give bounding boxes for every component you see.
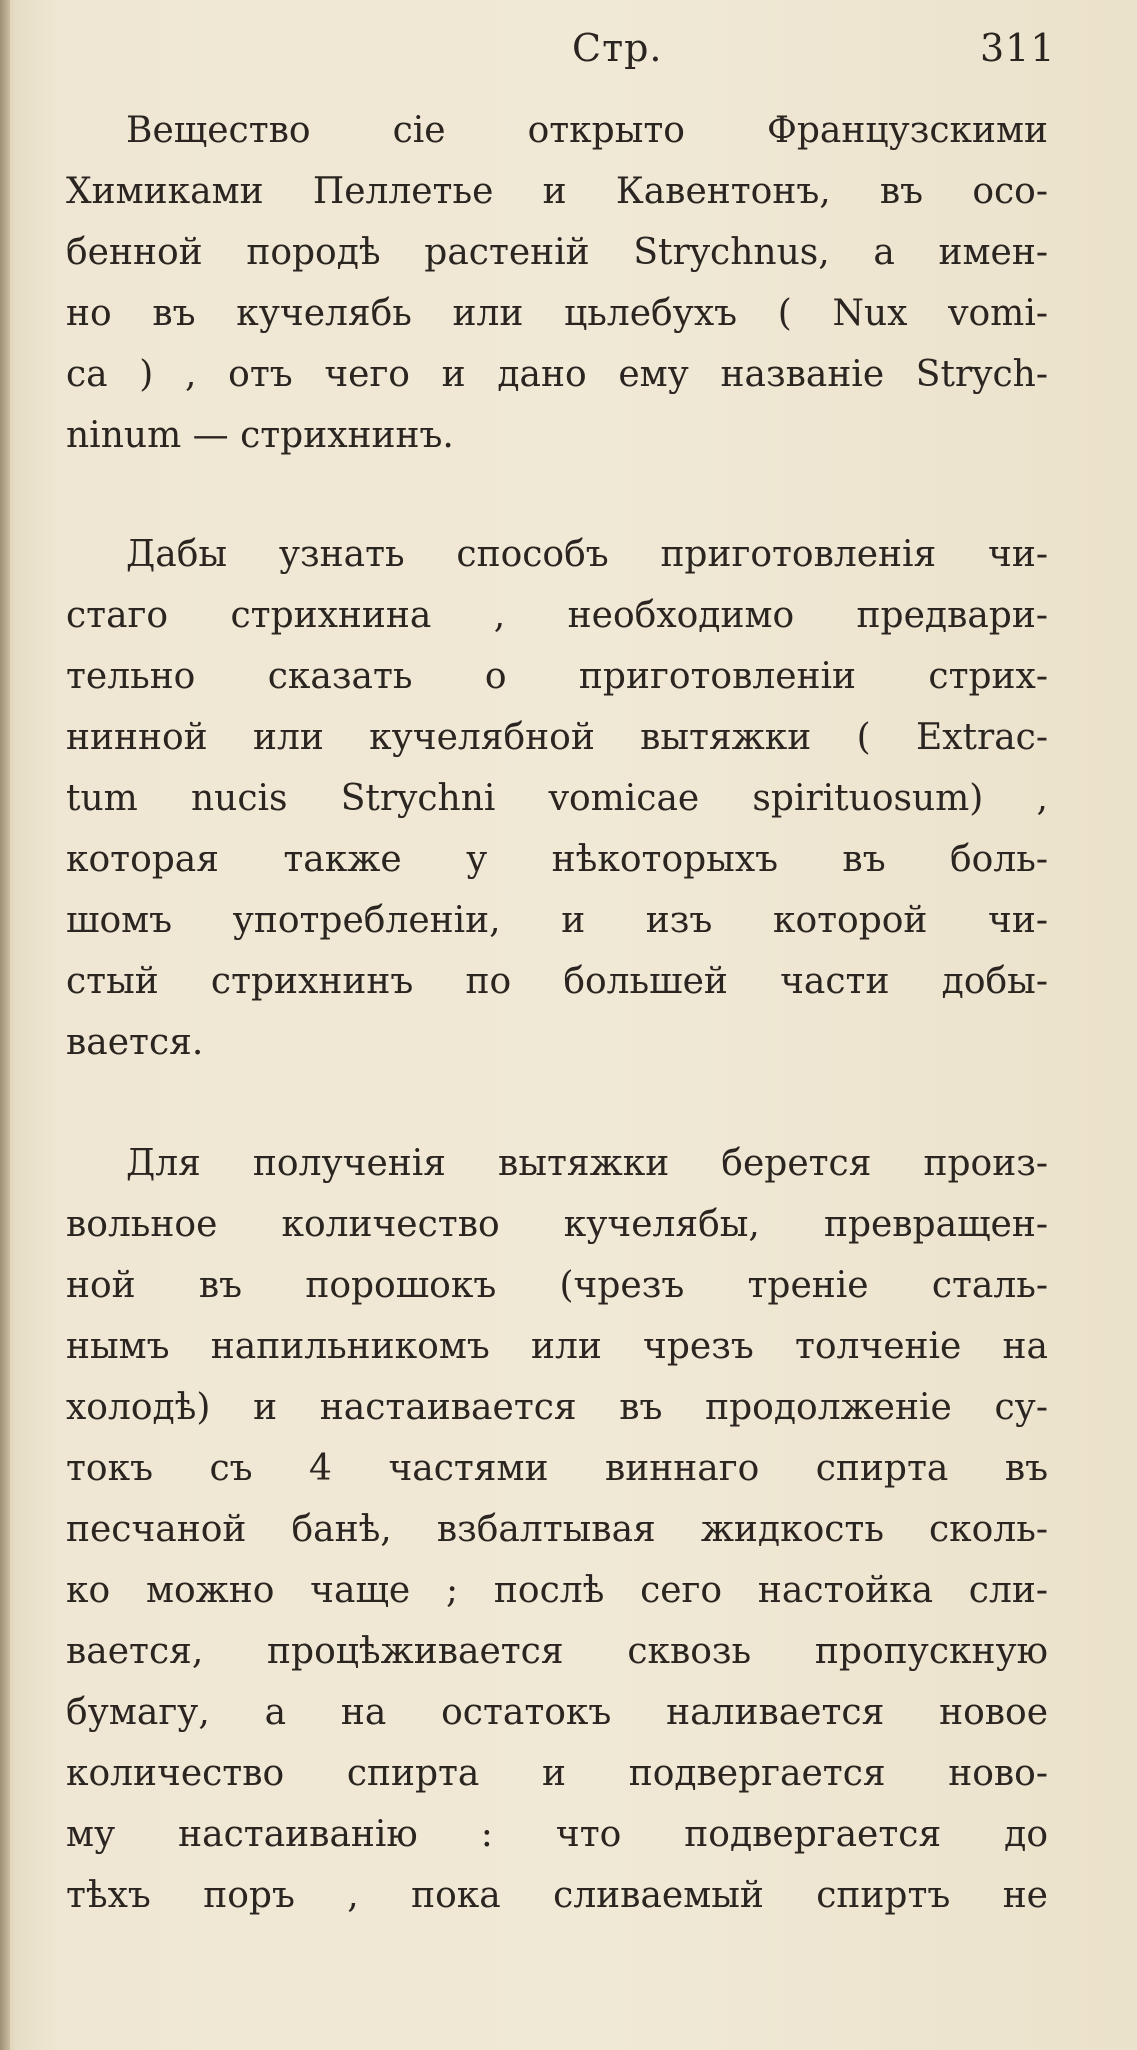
text-line: бенной породѣ растеній Strychnus, а имен- (66, 232, 1048, 273)
text-line: количество спирта и подвергается ново- (66, 1753, 1048, 1794)
text-line: ко можно чаще ; послѣ сего настойка сли- (66, 1570, 1048, 1611)
text-line: вается, процѣживается сквозь пропускную (66, 1631, 1048, 1672)
page-header (0, 18, 1137, 88)
text-line: холодѣ) и настаивается въ продолженіе су- (66, 1387, 1048, 1428)
text-line: стый стрихнинъ по большей части добы- (66, 961, 1048, 1002)
text-line: но въ кучелябь или цьлебухъ ( Nux vomi- (66, 293, 1048, 334)
text-line: токъ съ 4 частями виннаго спирта въ (66, 1448, 1048, 1489)
text-line: ninum — стрихнинъ. (66, 415, 454, 456)
page-body (66, 100, 1048, 1926)
page-label: Стр. (572, 26, 663, 70)
text-line: Дабы узнать способъ приготовленія чи- (126, 534, 1048, 575)
text-line: нымъ напильникомъ или чрезъ толченіе на (66, 1326, 1048, 1367)
text-line: му настаиванію : что подвергается до (66, 1814, 1048, 1855)
text-line: ca ) , отъ чего и дано ему названіе Strych- (66, 354, 1048, 395)
text-line: вольное количество кучелябы, превращен- (66, 1204, 1048, 1245)
text-line: ной въ порошокъ (чрезъ треніе сталь- (66, 1265, 1048, 1306)
text-line: которая также у нѣкоторыхъ въ боль- (66, 839, 1048, 880)
text-line: Вещество сіе открыто Французскими (126, 110, 1048, 151)
text-line: нинной или кучелябной вытяжки ( Extrac- (66, 717, 1048, 758)
text-line: tum nucis Strychni vomicae spirituosum) , (66, 778, 1048, 819)
text-line: Для полученія вытяжки берется произ- (126, 1143, 1048, 1184)
paragraph-gap (66, 466, 1048, 524)
text-line: шомъ употребленіи, и изъ которой чи- (66, 900, 1048, 941)
text-line: бумагу, а на остатокъ наливается новое (66, 1692, 1048, 1733)
page-binding-shadow (0, 0, 10, 2050)
page-number: 311 (980, 26, 1056, 70)
text-line: тѣхъ поръ , пока сливаемый спиртъ не (66, 1875, 1048, 1916)
paragraph-gap (66, 1073, 1048, 1133)
text-line: песчаной банѣ, взбалтывая жидкость сколь- (66, 1509, 1048, 1550)
text-line: Химиками Пеллетье и Кавентонъ, въ осо- (66, 171, 1048, 212)
text-line: тельно сказать о приготовленіи стрих- (66, 656, 1048, 697)
text-line: стаго стрихнина , необходимо предвари- (66, 595, 1048, 636)
text-line: вается. (66, 1022, 204, 1063)
